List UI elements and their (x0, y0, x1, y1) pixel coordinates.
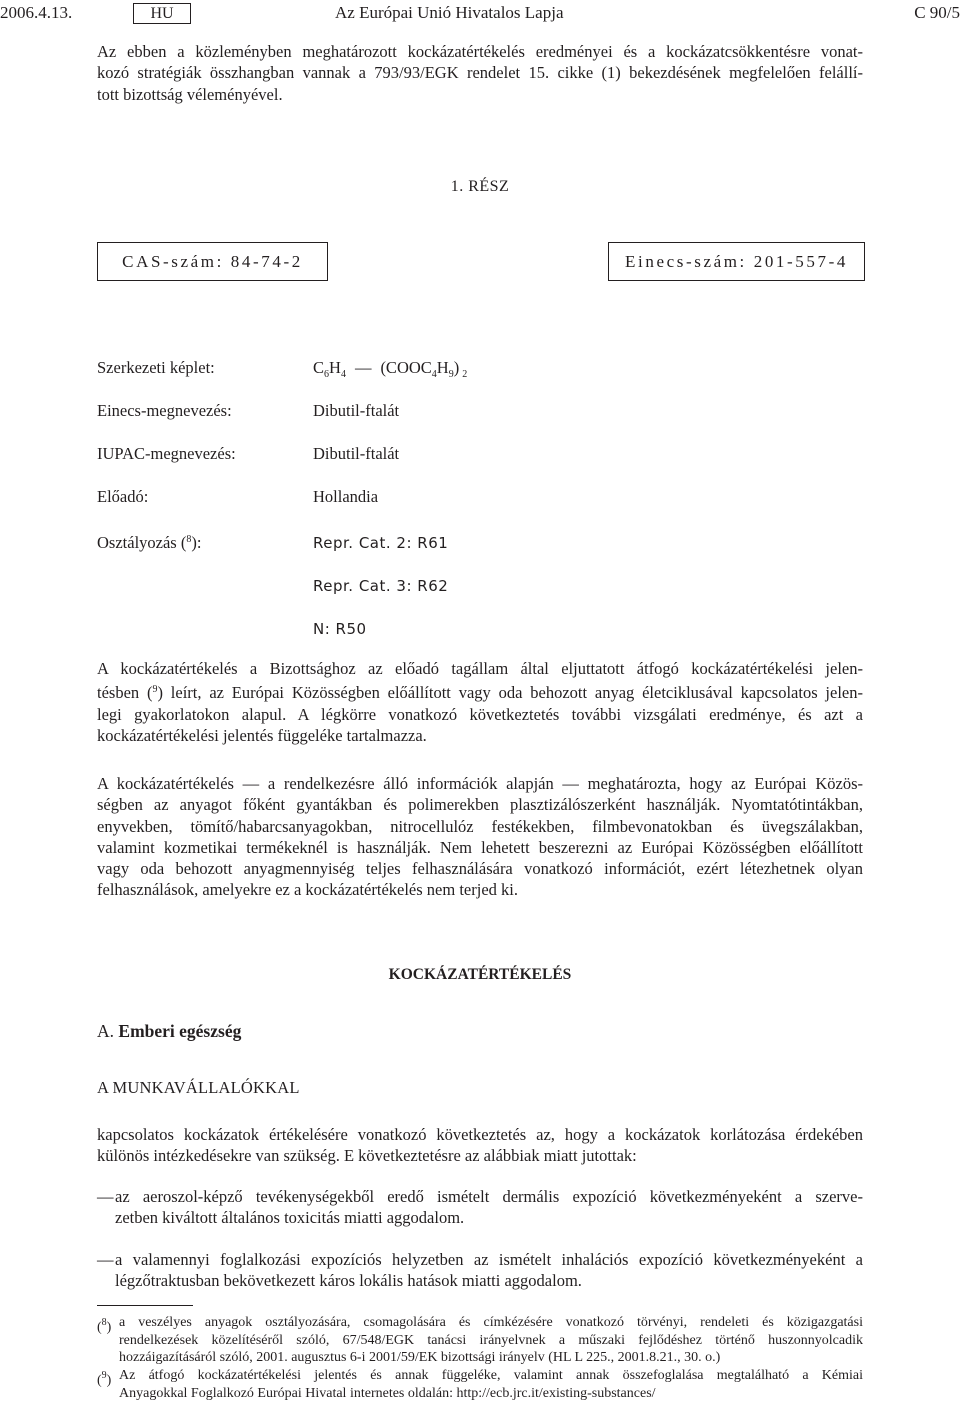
text-line: különös intézkedésekre van szükség. E következtetésre az alábbiak miatt jutottak: (97, 1146, 637, 1166)
footnote-number: ($^9$) (97, 1370, 112, 1388)
formula-label: Szerkezeti képlet: (97, 358, 215, 377)
text-line: felhasználások, amelyekre ez a kockázatértékelés nem terjed ki. (97, 880, 518, 900)
workers-conclusion-paragraph (97, 1124, 863, 1167)
footnote-line: rendelkezések közelítéséről szóló, 67/548/EGK tanácsi irányelvnek a műszaki fejlődéshez történő huszonnyolcadik (119, 1332, 863, 1348)
cas-number-box: CAS-szám: 84-74-2 (97, 242, 328, 281)
text-line: legi gyakorlatokon alapul. A légkörre vonatkozó következtetés további vizsgálati eredménye, és azt a (97, 704, 863, 724)
classification-value-1: Repr. Cat. 2: R61 (313, 534, 449, 552)
workers-heading: A MUNKAVÁLLALÓKKAL (97, 1078, 300, 1097)
text-line: vagy oda behozott anyagmennyiség teljes felhasználására vonatkozó információt, ezért létezhetnek olyan (97, 859, 863, 879)
text-line: kapcsolatos kockázatok értékelésére vonatkozó következtetés az, hogy a kockázatok korlátozása érdekében (97, 1125, 863, 1144)
structural-formula: $C_6H_4$ — $(COOC_4H_9)$ $_2$ (313, 358, 468, 380)
risk-assessment-heading: KOCKÁZATÉRTÉKELÉS (388, 966, 572, 983)
text-line: enyvekben, tömítő/habarcsanyagokban, nitrocellulóz festékekben, filmbevonatokban és üvegszálakban, (97, 816, 863, 836)
text-line: A kockázatértékelés — a rendelkezésre álló információk alapján — meghatározta, hogy az Európai Közös- (97, 774, 863, 793)
text-line: a valamennyi foglalkozási expozíciós helyzetben az ismételt inhalációs expozíció következményeként a (115, 1250, 863, 1269)
text-line: az aeroszol-képző tevékenységekből eredő ismételt dermális expozíció következményeként a szerve- (115, 1187, 863, 1206)
footnote-line: hozzáigazításáról szóló, 2001. augusztus 6-i 2001/59/EK bizottsági irányelv (HL L 225., 2001.8.21., 30. o.) (119, 1350, 721, 1365)
page-reference: C 90/5 (914, 3, 960, 22)
text-line: valamint kozmetikai termékeknél is használják. Nem lehetett beszerezni az Európai Közösségben előállított (97, 837, 863, 857)
classification-value-3: N: R50 (313, 620, 367, 638)
footnote-number: ($^8$) (97, 1317, 112, 1335)
einecs-name-value: Dibutil-ftalát (313, 401, 400, 420)
text-line: zetben kiváltott általános toxicitás miatti aggodalom. (115, 1208, 465, 1228)
text-line: tott bizottság véleményével. (97, 84, 283, 104)
usage-paragraph (97, 773, 863, 901)
einecs-name-label: Einecs-megnevezés: (97, 401, 232, 420)
text-line: tésben ($^9$) leírt, az Európai Közösségben előállított vagy oda behozott anyag életciklusával kapcsolatos jelen- (97, 683, 863, 703)
text-line: kozó stratégiák összhangban vannak a 793/93/EGK rendelet 15. cikke (1) bekezdésének megfelelően felállí- (97, 63, 863, 83)
language-badge: HU (133, 3, 191, 24)
footnote-separator (97, 1305, 193, 1306)
rapporteur-label: Előadó: (97, 487, 149, 506)
bullet-dash: — (97, 1250, 114, 1269)
assessment-basis-paragraph (97, 658, 863, 746)
iupac-name-label: IUPAC-megnevezés: (97, 444, 236, 463)
text-line: A kockázatértékelés a Bizottsághoz az előadó tagállam által eljuttatott átfogó kockázatértékelési jelen- (97, 659, 863, 678)
header-date: 2006.4.13. (0, 3, 73, 22)
footnote-line: Anyagokkal Foglalkozó Európai Hivatal internetes oldalán: http://ecb.jrc.it/existing-substances/ (119, 1385, 656, 1401)
text-line: ségben az anyagot főként gyantákban és polimerekben plasztizálószerként használják. Nyomtatótintákban, (97, 795, 863, 815)
rapporteur-value: Hollandia (313, 487, 379, 506)
footnote-line: Az átfogó kockázatértékelési jelentés és annak függeléke, valamint annak összefoglalása megtalálható a Kémiai (119, 1368, 863, 1383)
classification-label: Osztályozás ($^8$): (97, 533, 202, 552)
text-line: kockázatértékelési jelentés függeléke tartalmazza. (97, 725, 427, 745)
classification-value-2: Repr. Cat. 3: R62 (313, 577, 449, 595)
section-a-heading: A. Emberi egészség (97, 1021, 242, 1041)
part-heading: 1. RÉSZ (450, 178, 510, 195)
einecs-number-box: Einecs-szám: 201-557-4 (608, 242, 865, 281)
journal-title: Az Európai Unió Hivatalos Lapja (335, 3, 564, 22)
bullet-dash: — (97, 1187, 114, 1206)
footnote-line: a veszélyes anyagok osztályozására, csomagolására és címkézésére vonatkozó törvényi, rendeleti és közigazgatási (119, 1315, 863, 1330)
text-line: Az ebben a közleményben meghatározott kockázatértékelés eredményei és a kockázatcsökkentésre vonat- (97, 42, 863, 61)
text-line: légzőtraktusban bekövetkezett káros lokális hatások miatti aggodalom. (115, 1271, 582, 1291)
intro-paragraph (97, 41, 863, 105)
iupac-name-value: Dibutil-ftalát (313, 444, 400, 463)
